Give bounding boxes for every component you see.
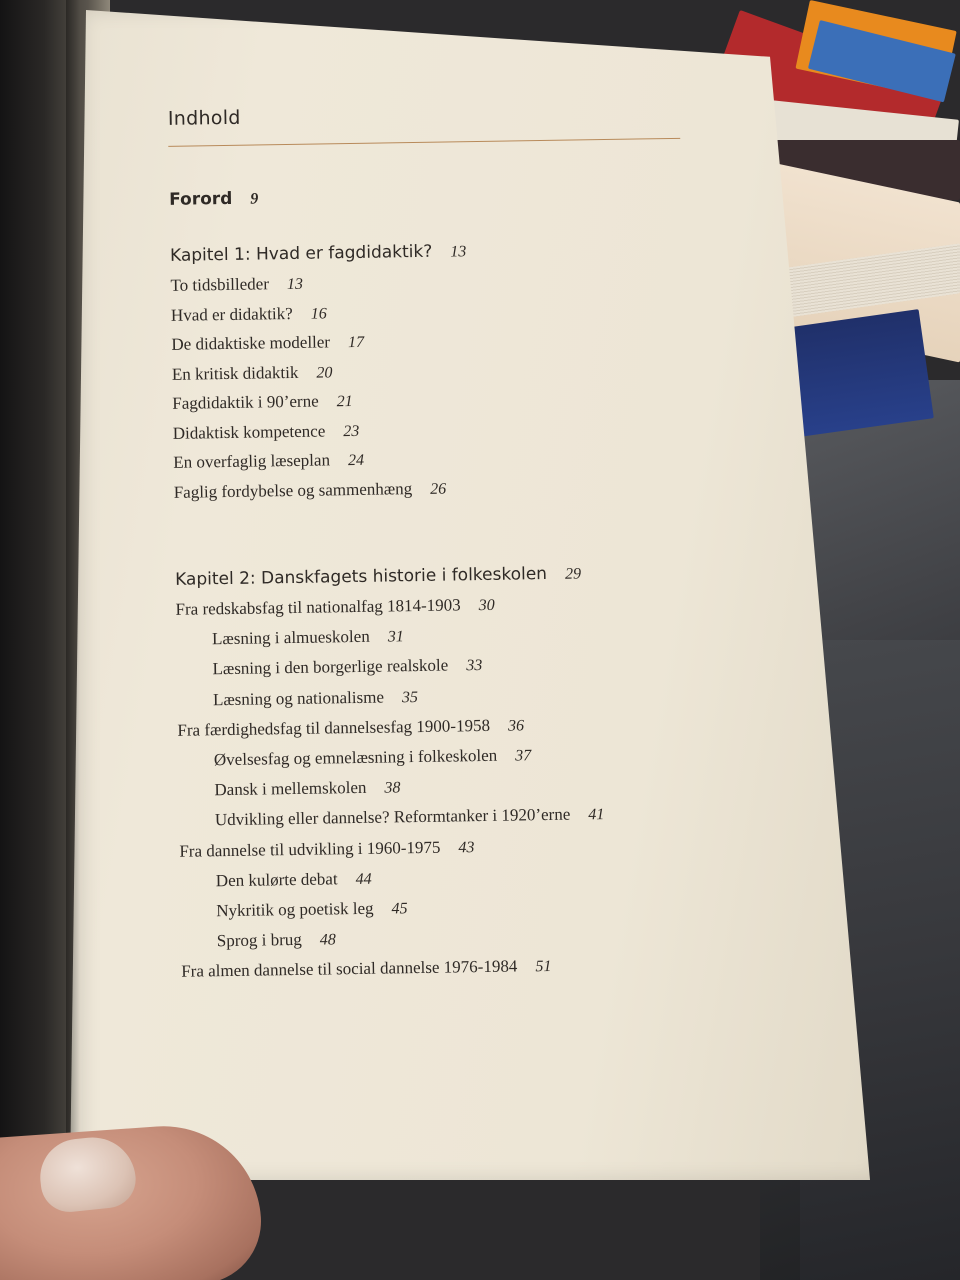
toc-entry: [213, 687, 418, 710]
entry-label: Fra almen dannelse til social dannelse 1976-1984: [181, 956, 518, 982]
entry-label: Læsning og nationalisme: [212, 687, 385, 709]
entry-page: 43: [458, 838, 475, 857]
entry-label: Sprog i brug: [216, 930, 302, 951]
entry-page: 23: [343, 422, 360, 440]
entry-label: Kapitel 2: Danskfagets historie i folkeskolen: [174, 563, 548, 590]
toc-entry-forord: [169, 188, 259, 209]
toc-entry: [215, 805, 605, 831]
entry-page: 35: [401, 688, 419, 706]
entry-label: To tidsbilleder: [170, 274, 270, 295]
entry-label: Øvelsesfag og emnelæsning i folkeskolen: [213, 745, 498, 770]
toc-entry: [212, 655, 482, 679]
entry-page: 20: [316, 363, 333, 382]
entry-label: Læsning i almueskolen: [211, 626, 370, 649]
toc-entry: [171, 332, 364, 355]
entry-page: 13: [286, 275, 304, 294]
entry-label: En overfaglig læseplan: [173, 450, 331, 472]
entry-page: 44: [355, 870, 372, 888]
toc-entry: [172, 391, 353, 414]
entry-label: Udvikling eller dannelse? Reformtanker i 1920’erne: [214, 805, 571, 830]
entry-label: Faglig fordybelse og sammenhæng: [173, 478, 413, 502]
entry-page: 29: [564, 565, 582, 583]
entry-page: 41: [588, 806, 605, 824]
toc-entry: [212, 626, 404, 649]
entry-page: 36: [507, 717, 525, 735]
toc-entry: [175, 595, 494, 620]
entry-page: 26: [430, 480, 447, 498]
entry-label: Nykritik og poetisk leg: [216, 898, 374, 921]
entry-label: En kritisk didaktik: [171, 362, 299, 384]
entry-page: 51: [535, 958, 552, 976]
entry-label: Fra færdighedsfag til dannelsesfag 1900-1958: [177, 715, 491, 740]
entry-page: 37: [515, 747, 532, 765]
entry-page: 9: [250, 190, 259, 208]
toc-entry: [171, 303, 327, 325]
entry-label: Didaktisk kompetence: [172, 420, 326, 443]
toc-entry: [173, 420, 360, 443]
entry-page: 30: [478, 596, 495, 615]
entry-page: 33: [466, 657, 483, 675]
page-shadow: [66, 0, 80, 1180]
entry-page: 13: [450, 243, 467, 261]
title-rule: [168, 138, 680, 147]
toc-entry: [177, 715, 524, 740]
entry-page: 24: [347, 451, 365, 470]
entry-label: Kapitel 1: Hvad er fagdidaktik?: [169, 241, 433, 266]
toc-entry: [214, 778, 400, 801]
toc-entry: [172, 362, 333, 385]
toc-title: Indhold: [167, 106, 241, 130]
toc-entry: [170, 274, 303, 296]
toc-entry: [181, 956, 551, 982]
entry-label: Den kulørte debat: [215, 869, 338, 891]
entry-page: 17: [347, 333, 365, 352]
entry-page: 38: [384, 779, 401, 797]
entry-label: Dansk i mellemskolen: [214, 778, 367, 800]
entry-label: Forord: [168, 188, 233, 210]
entry-label: Hvad er didaktik?: [170, 303, 293, 325]
chapter-1-heading: [170, 241, 467, 266]
chapter-2-heading: [175, 563, 581, 589]
entry-label: Fra redskabsfag til nationalfag 1814-1903: [175, 595, 461, 619]
toc-entry: [216, 898, 408, 921]
entry-page: 48: [319, 931, 336, 949]
entry-page: 31: [387, 628, 404, 646]
entry-label: Fra dannelse til udvikling i 1960-1975: [179, 837, 441, 861]
toc-entry: [174, 478, 447, 502]
table-of-contents: [160, 0, 797, 1100]
entry-page: 45: [391, 900, 408, 918]
entry-page: 16: [310, 304, 327, 323]
toc-entry: [217, 930, 336, 952]
toc-entry: [216, 869, 372, 891]
toc-entry: [214, 745, 532, 770]
entry-label: De didaktiske modeller: [171, 332, 331, 354]
entry-label: Fagdidaktik i 90’erne: [172, 391, 319, 413]
entry-page: 21: [336, 393, 353, 411]
toc-entry: [173, 450, 364, 473]
entry-label: Læsning i den borgerlige realskole: [212, 655, 449, 679]
toc-entry: [179, 837, 474, 862]
